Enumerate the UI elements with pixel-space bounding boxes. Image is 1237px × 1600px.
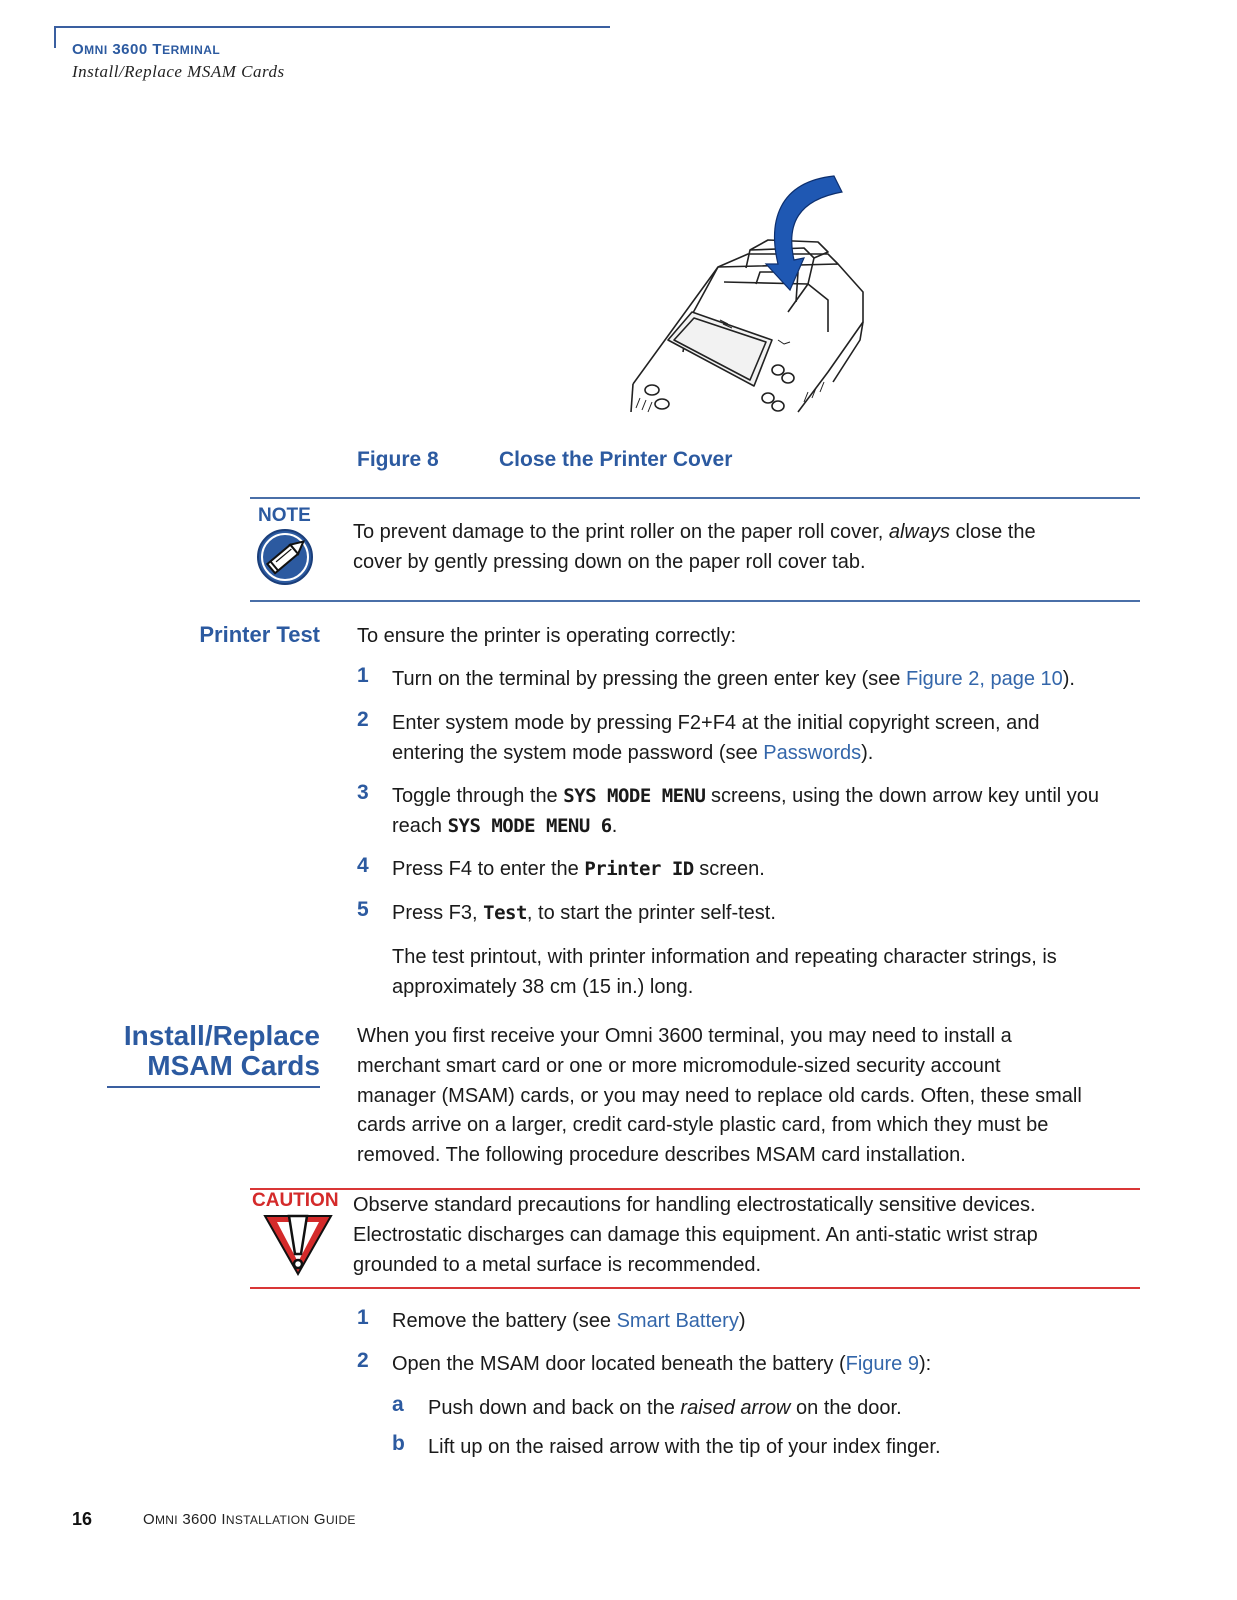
step-text: Turn on the terminal by pressing the green enter key (see Figure 2, page 10).: [392, 668, 1075, 690]
caution-text-line: Observe standard precautions for handling electrostatically sensitive devices.: [353, 1194, 1036, 1216]
caution-text-line: Electrostatic discharges can damage this equipment. An anti-static wrist strap: [353, 1224, 1038, 1246]
footer-guide-title: OMNI 3600 INSTALLATION GUIDE: [143, 1511, 356, 1528]
msam-para-line: When you first receive your Omni 3600 terminal, you may need to install a: [357, 1025, 1012, 1047]
step-number: 3: [357, 781, 369, 804]
caution-warning-icon: [263, 1212, 333, 1276]
printer-cover-illustration: [628, 172, 868, 416]
step-text: Press F4 to enter the Printer ID screen.: [392, 858, 765, 880]
msam-para-line: manager (MSAM) cards, or you may need to replace old cards. Often, these small: [357, 1085, 1082, 1107]
substep-text: Push down and back on the raised arrow on the door.: [428, 1397, 902, 1419]
result-text-line1: The test printout, with printer information and repeating character strings, is: [392, 946, 1057, 968]
section-heading-rule: [107, 1086, 320, 1088]
printer-test-intro: To ensure the printer is operating correctly:: [357, 625, 737, 647]
step-number: 2: [357, 1349, 369, 1372]
step-text: Enter system mode by pressing F2+F4 at the initial copyright screen, and: [392, 712, 1040, 734]
running-header-subtitle: Install/Replace MSAM Cards: [72, 62, 285, 81]
caution-text-line: grounded to a metal surface is recommended.: [353, 1254, 761, 1276]
figure-9-link[interactable]: Figure 9: [845, 1353, 919, 1375]
result-text-line2: approximately 38 cm (15 in.) long.: [392, 976, 694, 998]
note-text-line1: To prevent damage to the print roller on the paper roll cover, always close the: [353, 521, 1036, 543]
substep-letter: b: [392, 1432, 405, 1455]
note-top-rule: [250, 497, 1140, 499]
caution-label: CAUTION: [252, 1190, 339, 1211]
smart-battery-link[interactable]: Smart Battery: [616, 1310, 739, 1332]
step-number: 4: [357, 854, 369, 877]
step-text: Remove the battery (see Smart Battery): [392, 1310, 746, 1332]
running-header-title: OMNI 3600 TERMINAL: [72, 41, 221, 58]
caution-bottom-rule: [250, 1287, 1140, 1289]
section-heading-msam: Install/Replace MSAM Cards: [123, 1020, 320, 1081]
step-number: 1: [357, 1306, 369, 1329]
note-text-line2: cover by gently pressing down on the paper roll cover tab.: [353, 551, 866, 573]
msam-para-line: merchant smart card or one or more micromodule-sized security account: [357, 1055, 1001, 1077]
figure-title: Close the Printer Cover: [499, 448, 733, 471]
pencil-note-icon: [255, 527, 315, 587]
substep-letter: a: [392, 1393, 404, 1416]
msam-para-line: cards arrive on a larger, credit card-style plastic card, from which they must be: [357, 1114, 1049, 1136]
step-text: Toggle through the SYS MODE MENU screens, using the down arrow key until you: [392, 785, 1100, 807]
step-text: entering the system mode password (see Passwords).: [392, 742, 874, 764]
figure-2-link[interactable]: Figure 2, page 10: [905, 668, 1063, 690]
step-text: reach SYS MODE MENU 6.: [392, 815, 618, 837]
msam-para-line: removed. The following procedure describes MSAM card installation.: [357, 1144, 966, 1166]
step-text: Press F3, Test, to start the printer self-test.: [392, 902, 776, 924]
figure-label: Figure 8: [357, 448, 439, 471]
section-heading-printer-test: Printer Test: [199, 622, 320, 647]
page-number: 16: [72, 1509, 93, 1529]
step-number: 1: [357, 664, 369, 687]
note-bottom-rule: [250, 600, 1140, 602]
step-text: Open the MSAM door located beneath the battery (Figure 9):: [392, 1353, 932, 1375]
substep-text: Lift up on the raised arrow with the tip of your index finger.: [428, 1436, 941, 1458]
step-number: 2: [357, 708, 369, 731]
step-number: 5: [357, 898, 369, 921]
passwords-link[interactable]: Passwords: [763, 742, 862, 764]
note-label: NOTE: [258, 505, 311, 526]
